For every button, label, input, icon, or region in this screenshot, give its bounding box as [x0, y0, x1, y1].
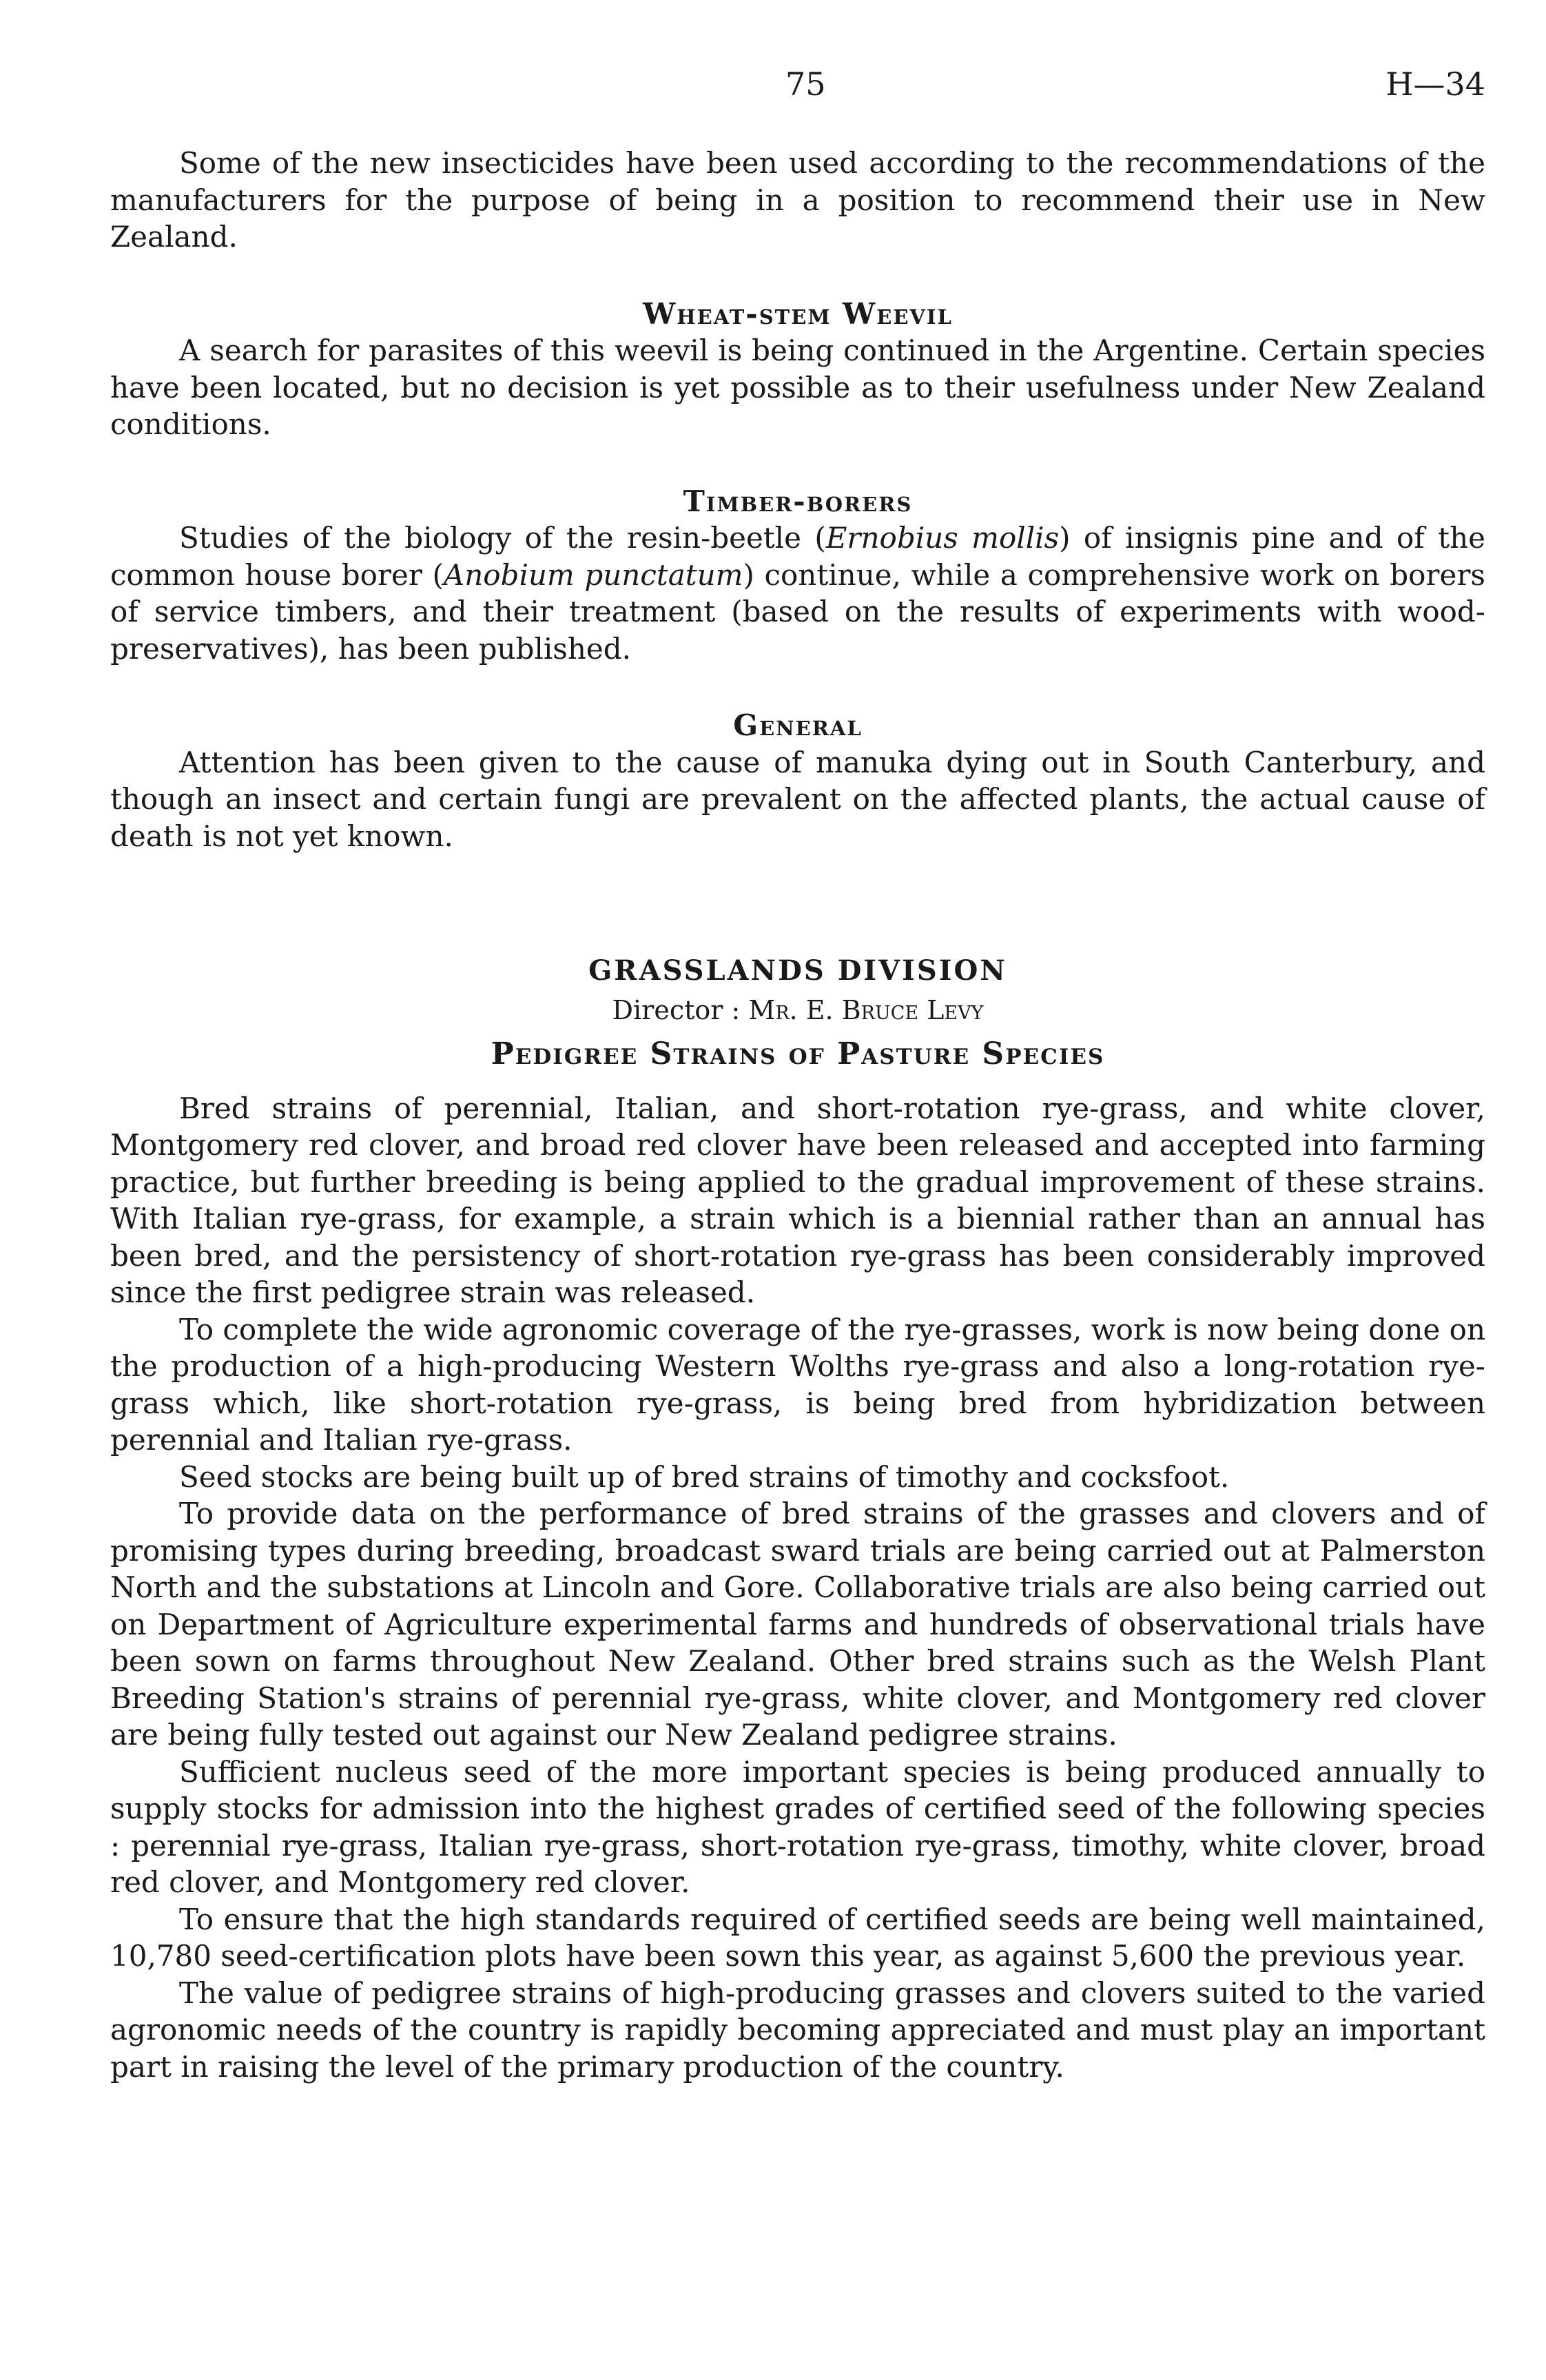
paragraph: The value of pedigree strains of high-producing grasses and clovers suited to the varied agronomic needs of the country is rapidly becoming appreciated and must play an important part in raising the level of the primary production of the country.: [110, 1976, 1485, 2084]
text-run: ) continue, while a comprehensive work on borers of service timbers, and their treatment (based on the results of experiments with wood-preservatives), has been published.: [110, 557, 1485, 666]
paragraph: Sufficient nucleus seed of the more important species is being produced annually to supply stocks for admission into the highest grades of certified seed of the following species : perennial rye-grass, Italian rye-grass, short-rotation rye-grass, timothy, white clover, broad red clover, and Montgomery red clover.: [110, 1754, 1485, 1899]
section-general: [110, 707, 1485, 854]
species-name: Anobium punctatum: [443, 557, 743, 592]
section-paragraph: Attention has been given to the cause of manuka dying out in South Canterbury, and though an insect and certain fungi are prevalent on the affected plants, the actual cause of death is not yet known.: [110, 745, 1485, 853]
subheading: Pedigree Strains of Pasture Species: [491, 1036, 1105, 1071]
paragraph: Seed stocks are being built up of bred strains of timothy and cocksfoot.: [179, 1459, 1230, 1494]
grasslands-paragraphs: [110, 1090, 1485, 2086]
body-text: [110, 145, 1485, 2085]
paragraph: To ensure that the high standards required of certified seeds are being well maintained, 10,780 seed-certification plots have been sown this year, as against 5,600 the previous year.: [110, 1902, 1485, 1973]
section-heading: General: [733, 708, 863, 742]
section-heading: Timber-borers: [683, 484, 913, 518]
section-heading: Wheat-stem Weevil: [643, 296, 953, 331]
species-name: Ernobius mollis: [825, 521, 1060, 555]
division-title: GRASSLANDS DIVISION: [588, 954, 1007, 987]
director-name: Mr. E. Bruce Levy: [748, 994, 984, 1025]
section-timber-borers: [110, 483, 1485, 668]
director-line: [110, 989, 1485, 1031]
page-header: [110, 65, 1485, 107]
section-paragraph: A search for parasites of this weevil is being continued in the Argentine. Certain species have been located, but no decision is yet possible as to their usefulness under New Zealand conditions.: [110, 334, 1485, 441]
director-label: Director :: [612, 994, 741, 1025]
section-paragraph: [110, 520, 1485, 667]
document-reference: H—34: [1385, 65, 1485, 103]
paragraph: To complete the wide agronomic coverage of the rye-grasses, work is now being done on the production of a high-producing Western Wolths rye-grass and also a long-rotation rye-grass which, like short-rotation rye-grass, is being bred from hybridization between perennial and Italian rye-grass.: [110, 1312, 1485, 1457]
section-wheat-stem-weevil: [110, 296, 1485, 443]
paragraph: To provide data on the performance of bred strains of the grasses and clovers and of promising types during breeding, broadcast sward trials are being carried out at Palmerston North and the substations at Lincoln and Gore. Collaborative trials are also being carried out on Department of Agriculture experimental farms and hundreds of observational trials have been sown on farms throughout New Zealand. Other bred strains such as the Welsh Plant Breeding Station's strains of perennial rye-grass, white clover, and Montgomery red clover are being fully tested out against our New Zealand pedigree strains.: [110, 1497, 1485, 1752]
text-run: Studies of the biology of the resin-beetle (: [179, 521, 826, 555]
text-run: ) of insignis pine and of the common house borer (: [110, 521, 1486, 592]
page-number: 75: [785, 65, 826, 103]
paragraph: Bred strains of perennial, Italian, and short-rotation rye-grass, and white clover, Montgomery red clover, and broad red clover have been released and accepted into farming practice, but further breeding is being applied to the gradual improvement of these strains. With Italian rye-grass, for example, a strain which is a biennial rather than an annual has been bred, and the persistency of short-rotation rye-grass has been considerably improved since the first pedigree strain was released.: [110, 1091, 1485, 1309]
intro-paragraph: Some of the new insecticides have been used according to the recommendations of the manufacturers for the purpose of being in a position to recommend their use in New Zealand.: [110, 146, 1485, 254]
